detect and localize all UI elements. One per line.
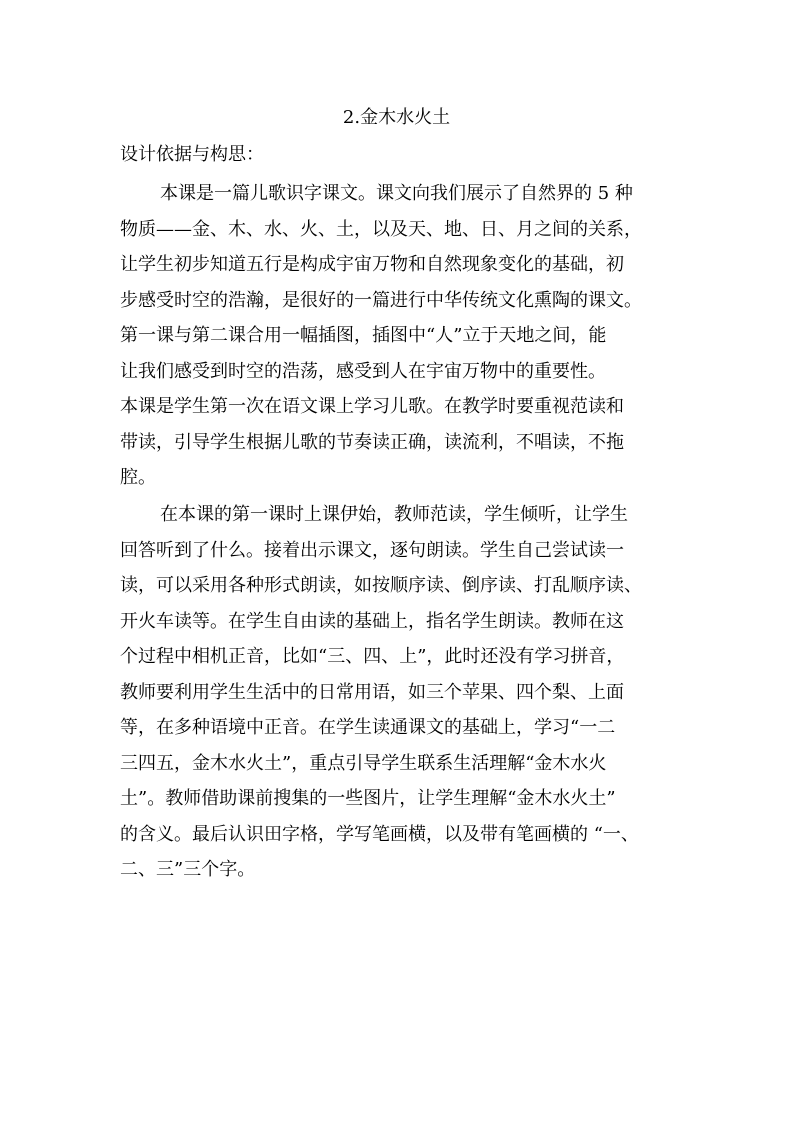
paragraph-1: [120, 176, 680, 389]
section-heading: 设计依据与构思：: [120, 144, 264, 165]
paragraph-line: 物质——金、木、水、火、土，以及天、地、日、月之间的关系，: [120, 218, 642, 240]
paragraph-line: 土”。教师借助课前搜集的一些图片，让学生理解“金木水火土”: [120, 788, 616, 809]
paragraph-line: 让我们感受到时空的浩荡，感受到人在宇宙万物中的重要性。: [120, 360, 606, 382]
paragraph-line: 开火车读等。在学生自由读的基础上，指名学生朗读。教师在这: [120, 610, 624, 632]
paragraph-line: 三四五，金木水火土”，重点引导学生联系生活理解“金木水火: [120, 752, 607, 774]
paragraph-line: 在本课的第一课时上课伊始，教师范读，学生倾听，让学生: [160, 504, 628, 525]
paragraph-2: [120, 389, 680, 496]
paragraph-line: 本课是学生第一次在语文课上学习儿歌。在教学时要重视范读和: [120, 396, 624, 417]
paragraph-line: 回答听到了什么。接着出示课文，逐句朗读。学生自己尝试读一: [120, 539, 624, 561]
paragraph-line: 读，可以采用各种形式朗读，如按顺序读、倒序读、打乱顺序读、: [120, 575, 642, 596]
paragraph-line: 第一课与第二课合用一幅插图，插图中“人”立于天地之间，能: [120, 325, 607, 346]
paragraph-line: 二、三”三个字。: [120, 859, 256, 880]
paragraph-line: 本课是一篇儿歌识字课文。课文向我们展示了自然界的 5 种: [160, 183, 633, 204]
document-title: 2.金木水火土: [342, 107, 451, 128]
paragraph-line: 个过程中相机正音，比如“三、四、上”，此时还没有学习拼音，: [120, 646, 625, 667]
paragraph-line: 让学生初步知道五行是构成宇宙万物和自然现象变化的基础，初: [120, 254, 624, 275]
paragraph-line: 等，在多种语境中正音。在学生读通课文的基础上，学习“一二: [120, 717, 616, 738]
paragraph-line: 步感受时空的浩瀚，是很好的一篇进行中华传统文化熏陶的课文。: [120, 289, 642, 311]
paragraph-line: 的含义。最后认识田字格，学写笔画横，以及带有笔画横的 “一、: [120, 823, 639, 845]
paragraph-line: 腔。: [120, 467, 156, 488]
paragraph-3: [120, 497, 680, 888]
paragraph-line: 带读，引导学生根据儿歌的节奏读正确，读流利，不唱读，不拖: [120, 431, 624, 453]
paragraph-line: 教师要利用学生生活中的日常用语，如三个苹果、四个梨、上面: [120, 681, 624, 703]
